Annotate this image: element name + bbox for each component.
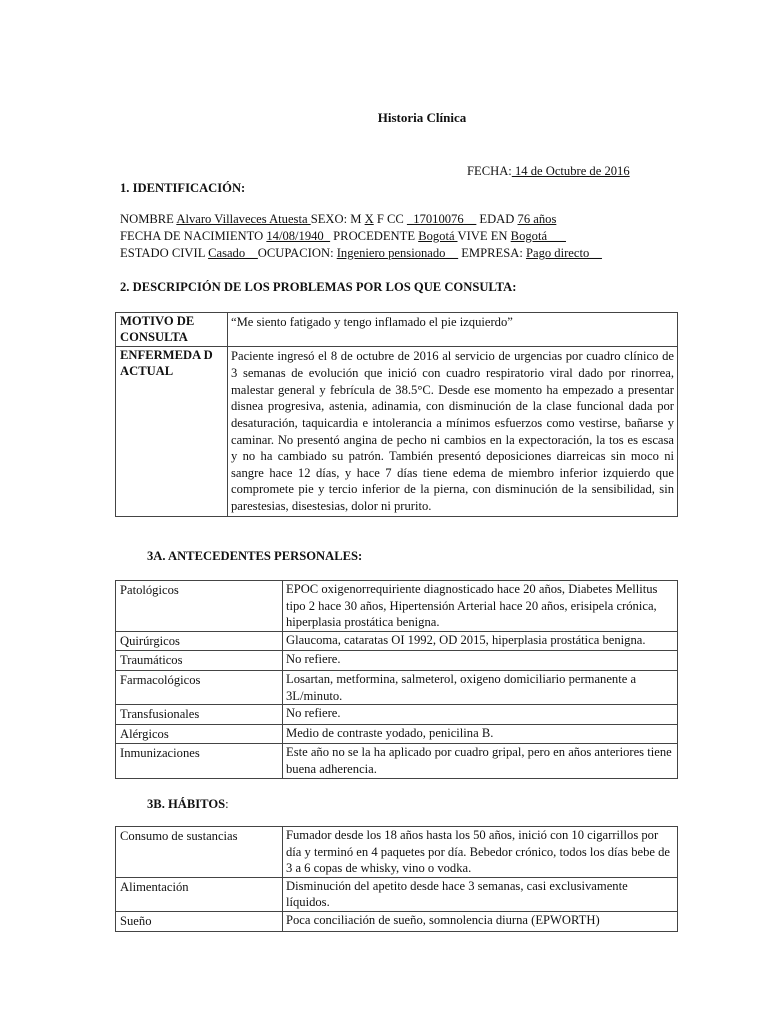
table-row [116, 705, 678, 725]
table-row [116, 581, 678, 632]
row-value: EPOC oxigenorrequiriente diagnosticado hace 20 años, Diabetes Mellitus tipo 2 hace 30 años, Hipertensión Arterial hace 20 años, erisipela crónica, hiperplasia prostática benigna. [283, 581, 678, 632]
section-antecedentes-heading: 3A. ANTECEDENTES PERSONALES: [147, 549, 363, 563]
row-label: Farmacológicos [116, 671, 283, 705]
cc-value: _17010076__ [406, 212, 477, 226]
empresa-label: EMPRESA: [458, 246, 526, 260]
row-label: Consumo de sustancias [116, 827, 283, 878]
consulta-table [115, 312, 678, 517]
table-row [116, 827, 678, 878]
habitos-heading-label: 3B. HÁBITOS [147, 797, 226, 811]
table-row [116, 651, 678, 671]
row-value: Poca conciliación de sueño, somnolencia diurna (EPWORTH) [283, 912, 678, 932]
procedente-value: Bogotá [418, 229, 458, 243]
row-value: No refiere. [283, 705, 678, 725]
sexo-label: SEXO: M [310, 212, 365, 226]
row-label: Patológicos [116, 581, 283, 632]
habitos-table [115, 826, 678, 932]
identificacion-line-1 [120, 211, 556, 228]
table-row [116, 671, 678, 705]
nombre-label: NOMBRE [120, 212, 177, 226]
row-label: Sueño [116, 912, 283, 932]
row-value: Medio de contraste yodado, penicilina B. [283, 724, 678, 744]
identificacion-line-3 [120, 245, 602, 262]
empresa-value: Pago directo__ [525, 246, 602, 260]
edad-label: EDAD [476, 212, 518, 226]
sexo-selected: X [364, 212, 374, 226]
table-row [116, 347, 678, 516]
row-value: Glaucoma, cataratas OI 1992, OD 2015, hiperplasia prostática benigna. [283, 631, 678, 651]
enfermedad-value: Paciente ingresó el 8 de octubre de 2016 al servicio de urgencias por cuadro clínico de 3 semanas de evolución que inició con cuadro respiratorio viral dado por rinorrea, malestar general y febrícula de 38.5°C. Desde ese momento ha empezado a presentar disnea progresiva, astenia, adinamia, con disminución de la clase funcional dada por desaturación, taquicardia e intolerancia a mínimos esfuerzos como vestirse, bañarse y caminar. No presentó angina de pecho ni cambios en la expectoración, la tos es escasa y no ha cambiado su patrón. También presentó deposiciones diarreicas sin moco ni sangre hace 12 días, y hace 7 días tiene edema de miembro inferior izquierdo que compromete pie y tercio inferior de la pierna, con disminución de la sensibilidad, sin parestesias, disestesias, dolor ni prurito. [228, 347, 678, 516]
row-value: Losartan, metformina, salmeterol, oxigeno domiciliario permanente a 3L/minuto. [283, 671, 678, 705]
table-row [116, 724, 678, 744]
row-label: Inmunizaciones [116, 744, 283, 778]
edad-value: 76 años [517, 212, 557, 226]
row-value: Disminución del apetito desde hace 3 semanas, casi exclusivamente líquidos. [283, 877, 678, 911]
fnac-label: FECHA DE NACIMIENTO [120, 229, 267, 243]
ocupacion-label: OCUPACION: [257, 246, 337, 260]
row-label: Alimentación [116, 877, 283, 911]
estado-civil-label: ESTADO CIVIL [120, 246, 209, 260]
section-descripcion-heading: 2. DESCRIPCIÓN DE LOS PROBLEMAS POR LOS QUE CONSULTA: [120, 280, 517, 294]
procedente-label: PROCEDENTE [330, 229, 419, 243]
row-value: No refiere. [283, 651, 678, 671]
fnac-value: 14/08/1940_ [266, 229, 331, 243]
table-row [116, 313, 678, 347]
table-row [116, 877, 678, 911]
table-row [116, 744, 678, 778]
antecedentes-table [115, 580, 678, 779]
row-label: Traumáticos [116, 651, 283, 671]
vive-value: Bogotá___ [510, 229, 566, 243]
ocupacion-value: Ingeniero pensionado__ [336, 246, 459, 260]
motivo-label: MOTIVO DE CONSULTA [116, 313, 228, 347]
fecha-line [467, 163, 630, 180]
row-value: Este año no se la ha aplicado por cuadro gripal, pero en años anteriores tiene buena adherencia. [283, 744, 678, 778]
document-title: Historia Clínica [377, 110, 467, 125]
row-label: Quirúrgicos [116, 631, 283, 651]
section-identificacion-heading: 1. IDENTIFICACIÓN: [120, 181, 246, 195]
estado-civil-value: Casado__ [208, 246, 258, 260]
sexo-f: F [373, 212, 388, 226]
enfermedad-label: ENFERMEDA D ACTUAL [116, 347, 228, 516]
cc-label: CC [387, 212, 407, 226]
vive-label: VIVE EN [457, 229, 511, 243]
fecha-label: FECHA: [467, 164, 512, 178]
section-habitos-heading [147, 796, 229, 813]
table-row [116, 631, 678, 651]
row-label: Alérgicos [116, 724, 283, 744]
nombre-value: Alvaro Villaveces Atuesta [176, 212, 311, 226]
row-value: Fumador desde los 18 años hasta los 50 años, inició con 10 cigarrillos por día y terminó en 4 paquetes por día. Bebedor crónico, todos los días bebe de 3 a 6 copas de whisky, vino o vodka. [283, 827, 678, 878]
table-row [116, 912, 678, 932]
row-label: Transfusionales [116, 705, 283, 725]
identificacion-line-2 [120, 228, 566, 245]
motivo-value: “Me siento fatigado y tengo inflamado el pie izquierdo” [228, 313, 678, 347]
fecha-value: 14 de Octubre de 2016 [511, 164, 630, 178]
habitos-heading-colon: : [225, 797, 229, 811]
